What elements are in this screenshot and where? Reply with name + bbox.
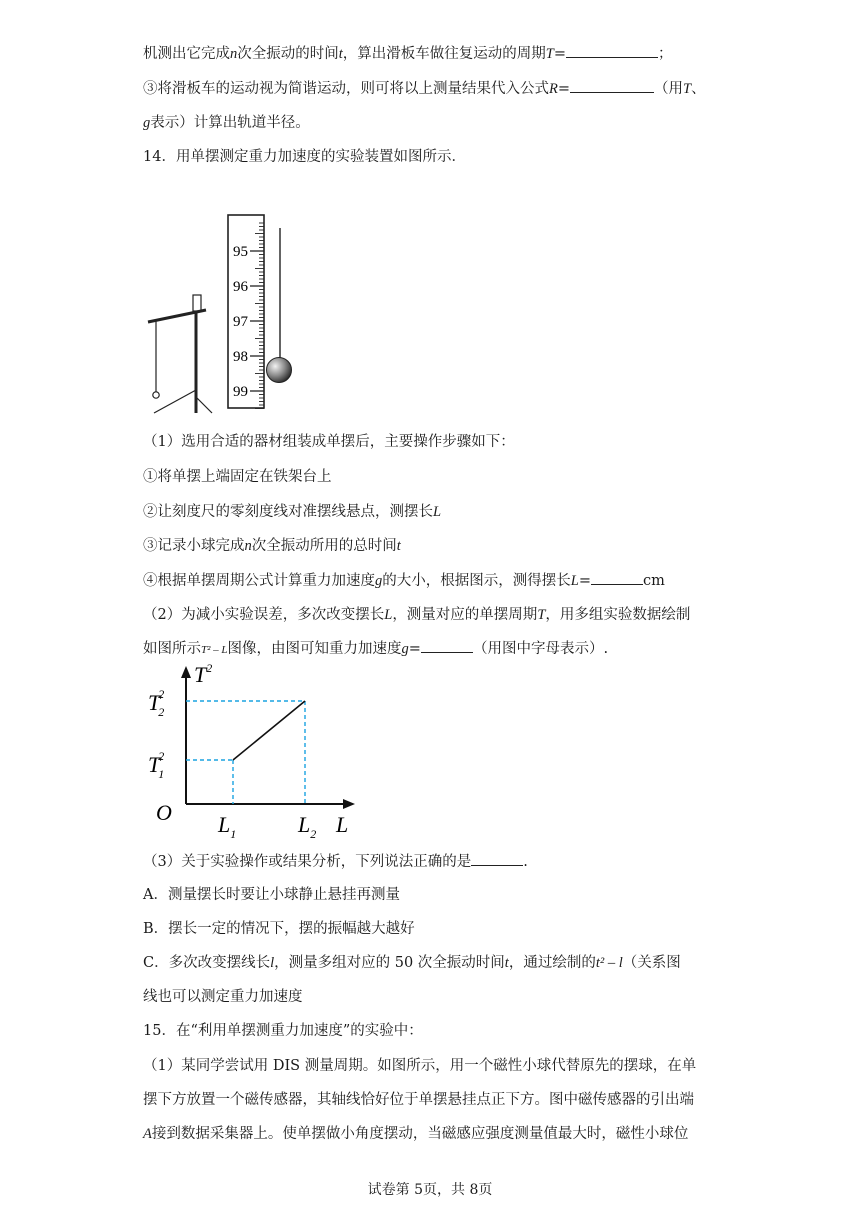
stand-base-left	[154, 390, 196, 413]
y2-label: T22	[148, 687, 165, 719]
pendulum-apparatus-figure	[140, 205, 300, 420]
question-15-line-3: A接到数据采集器上。使单摆做小角度摆动，当磁感应强度测量值最大时，磁性小球位	[143, 1126, 689, 1142]
step-1: ①将单摆上端固定在铁架台上	[143, 469, 332, 485]
question-15-line-2: 摆下方放置一个磁传感器，其轴线恰好位于单摆悬挂点正下方。图中磁传感器的引出端	[143, 1092, 694, 1108]
ruler-label: 95	[233, 244, 248, 260]
pendulum-bob	[267, 358, 292, 383]
step-4: ④根据单摆周期公式计算重力加速度g的大小，根据图示，测得摆长L= cm	[143, 570, 665, 591]
stand-base-right	[196, 397, 212, 413]
question-15-line-1: （1）某同学尝试用 DIS 测量周期。如图所示，用一个磁性小球代替原先的摆球，在单	[143, 1058, 697, 1074]
part-2-line-2: 如图所示T² – L图像，由图可知重力加速度g= （用图中字母表示）.	[143, 638, 608, 660]
question-15-title: 15．在“利用单摆测重力加速度”的实验中：	[143, 1023, 423, 1039]
y-axis-arrow	[181, 666, 191, 678]
x-axis-label: L	[336, 812, 349, 837]
text-line-3: g表示）计算出轨道半径。	[143, 115, 310, 131]
part-1-title: （1）选用合适的器材组装成单摆后，主要操作步骤如下：	[143, 434, 515, 450]
clamp	[193, 295, 201, 311]
answer-blank-choice[interactable]	[471, 851, 523, 866]
step-3: ③记录小球完成n次全振动所用的总时间t	[143, 538, 401, 554]
answer-blank-gravity[interactable]	[421, 638, 473, 653]
answer-blank-radius[interactable]	[570, 78, 654, 93]
text-line-2: ③将滑板车的运动视为简谐运动，则可将以上测量结果代入公式R= （用T、	[143, 78, 706, 99]
origin-label: O	[156, 800, 172, 825]
text-line-1: 机测出它完成n次全振动的时间t，算出滑板车做往复运动的周期T= ；	[143, 43, 673, 64]
answer-blank-period[interactable]	[566, 43, 658, 58]
x2-label: $L_2$	[298, 812, 317, 840]
part-3-title: （3）关于实验操作或结果分析，下列说法正确的是 .	[143, 851, 528, 872]
question-14-title: 14．用单摆测定重力加速度的实验装置如图所示．	[143, 149, 466, 165]
x-axis-arrow	[343, 799, 355, 809]
t2-l-graph	[140, 660, 370, 840]
answer-blank-length[interactable]	[591, 570, 643, 585]
y1-label: T12	[148, 749, 165, 781]
option-c-line-1: C．多次改变摆线长l，测量多组对应的 50 次全振动时间t，通过绘制的t² – l（关系图	[143, 955, 681, 971]
ruler-label: 96	[233, 279, 248, 295]
page-footer: 试卷第 5页，共 8页	[367, 1182, 493, 1198]
option-a: A．测量摆长时要让小球静止悬挂再测量	[143, 887, 400, 903]
ruler-label: 99	[233, 384, 248, 400]
option-b: B．摆长一定的情况下，摆的振幅越大越好	[143, 921, 415, 937]
ruler-label: 97	[233, 314, 248, 330]
y-axis-label: $T^2$	[194, 661, 213, 687]
small-pendulum-bob	[153, 392, 159, 398]
part-2-line-1: （2）为减小实验误差，多次改变摆长L，测量对应的单摆周期T，用多组实验数据绘制	[143, 607, 691, 623]
option-c-line-2: 线也可以测定重力加速度	[143, 989, 303, 1005]
ruler-label: 98	[233, 349, 248, 365]
data-line	[233, 701, 305, 760]
x1-label: $L_1$	[218, 812, 237, 840]
step-2: ②让刻度尺的零刻度线对准摆线悬点，测摆长L	[143, 504, 442, 520]
